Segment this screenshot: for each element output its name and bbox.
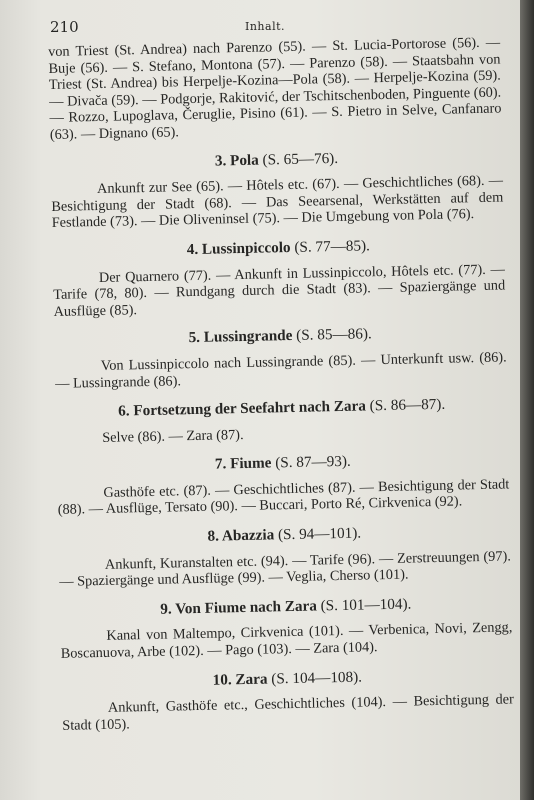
section-heading (54, 324, 506, 350)
section-list (50, 147, 514, 734)
toc-section (61, 666, 514, 734)
section-page-range: (S. 104—108). (271, 668, 363, 688)
section-title: 4. Lussinpiccolo (186, 238, 291, 259)
section-page-range: (S. 101—104). (320, 595, 412, 615)
section-page-range: (S. 87—93). (275, 453, 351, 472)
section-contents: Selve (86). — Zara (87). (102, 426, 244, 446)
section-title: 7. Fiume (214, 454, 272, 473)
section-page-range: (S. 94—101). (277, 524, 362, 544)
section-title: 6. Fortsetzung der Seefahrt nach Zara (117, 397, 367, 420)
section-heading (50, 147, 502, 173)
section-heading (58, 522, 510, 548)
section-heading (61, 666, 513, 692)
section-title: 3. Pola (214, 151, 259, 170)
section-contents: Gasthöfe etc. (87). — Geschichtliches (87). — Besichtigung der Stadt (88). — Ausflüge, Tersato (90). — Buccari, Porto Ré, Cirkvenica (92). (57, 476, 510, 519)
page-number: 210 (50, 18, 79, 36)
intro-paragraph: von Triest (St. Andrea) nach Parenzo (55). — St. Lucia-Portorose (56). — Buje (56). — S. Stefano, Montona (57). — Parenzo (58). — Staatsbahn von Triest (St. Andrea) bis Herpelje-Kozina—Pola (58). — Herpelje-Kozina (59). — Divača (59). — Podgorje, Rakitović, der Tschitschenboden, Pinguente (60). — Rozzo, Lupoglava, Čeruglie, Pisino (61). — S. Pietro in Selve, Canfanaro (63). — Dignano (65). (48, 34, 502, 143)
section-contents: Ankunft, Kuranstalten etc. (94). — Tarife (96). — Zerstreuungen (97). — Spaziergänge und Ausflüge (99). — Veglia, Cherso (101). (59, 548, 511, 591)
table-of-contents (48, 35, 514, 735)
section-page-range: (S. 85—86). (296, 325, 372, 345)
toc-section (56, 396, 509, 448)
section-title: 10. Zara (212, 670, 268, 689)
toc-section (50, 147, 503, 232)
toc-section (52, 235, 505, 320)
toc-section (54, 324, 507, 392)
section-contents: Ankunft, Gasthöfe etc., Geschichtliches (104). — Besichtigung der Stadt (105). (62, 691, 514, 734)
section-heading (57, 451, 509, 477)
section-title: 5. Lussingrande (188, 327, 293, 347)
section-page-range: (S. 65—76). (262, 149, 339, 169)
section-heading (60, 594, 512, 620)
section-title: 8. Abazzia (207, 526, 275, 545)
section-contents: Kanal von Maltempo, Cirkvenica (101). — Verbenica, Novi, Zengg, Boscanuova, Arbe (102). — Pago (103). — Zara (104). (60, 619, 513, 662)
section-page-range: (S. 77—85). (294, 237, 371, 256)
section-page-range: (S. 86—87). (369, 395, 446, 415)
section-heading (52, 235, 504, 261)
page-header (50, 14, 480, 38)
section-heading (56, 396, 508, 422)
running-head: Inhalt. (245, 20, 286, 33)
section-contents: Von Lussinpiccolo nach Lussingrande (85). — Unterkunft usw. (86). — Lussingrande (86). (54, 349, 507, 392)
section-title: 9. Von Fiume nach Zara (160, 597, 318, 618)
toc-section (60, 594, 513, 662)
toc-section (58, 522, 511, 590)
section-contents: Ankunft zur See (65). — Hôtels etc. (67). — Geschichtliches (68). — Besichtigung der Stadt (68). — Das Seearsenal, Werkstätten auf dem Festlande (73). — Die Oliveninsel (75). — Die Umgebung von Pola (76). (51, 172, 504, 232)
toc-section (57, 451, 510, 519)
section-contents: Der Quarnero (77). — Ankunft in Lussinpiccolo, Hôtels etc. (77). — Tarife (78, 80). — Rundgang durch die Stadt (83). — Spaziergänge und Ausflüge (85). (53, 261, 506, 320)
book-edge-shadow (520, 0, 534, 800)
